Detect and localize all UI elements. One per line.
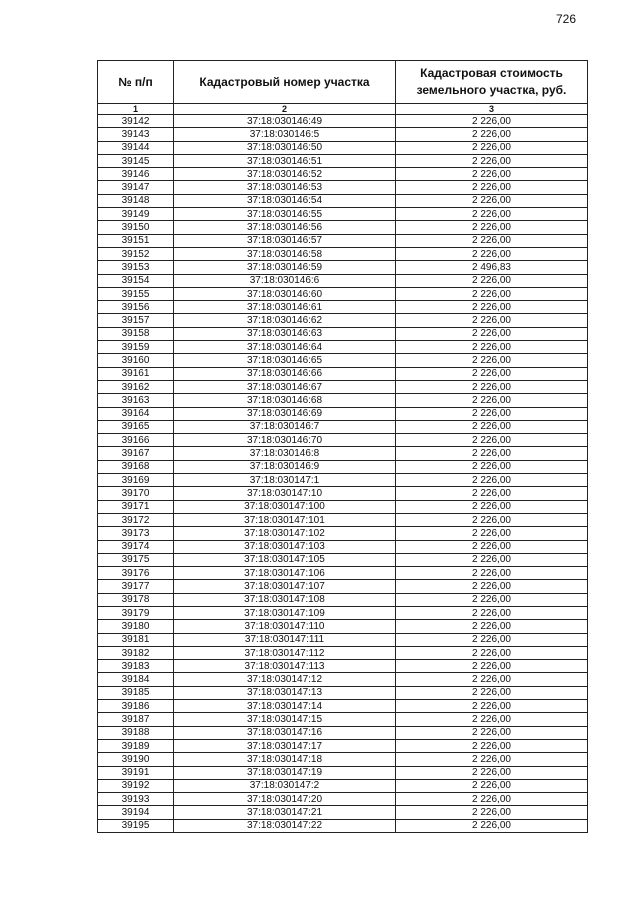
table-header: [98, 61, 588, 115]
table-row: [98, 128, 588, 141]
cadastral-number-cell: 37:18:030146:63: [174, 327, 396, 340]
table-row: [98, 540, 588, 553]
table-row: [98, 407, 588, 420]
table-row: [98, 168, 588, 181]
cadastral-value-cell: 2 226,00: [396, 341, 588, 354]
cadastral-number-cell: 37:18:030146:60: [174, 287, 396, 300]
cadastral-value-cell: 2 226,00: [396, 208, 588, 221]
cadastral-number-cell: 37:18:030146:8: [174, 447, 396, 460]
header-index: № п/п: [98, 61, 174, 104]
cadastral-value-cell: 2 226,00: [396, 633, 588, 646]
row-index-cell: 39154: [98, 274, 174, 287]
table-row: [98, 141, 588, 154]
table-row: [98, 739, 588, 752]
row-index-cell: 39185: [98, 686, 174, 699]
cadastral-value-cell: 2 226,00: [396, 713, 588, 726]
table-row: [98, 474, 588, 487]
cadastral-value-cell: 2 226,00: [396, 540, 588, 553]
cadastral-value-cell: 2 226,00: [396, 793, 588, 806]
cadastral-number-cell: 37:18:030147:112: [174, 646, 396, 659]
row-index-cell: 39173: [98, 527, 174, 540]
row-index-cell: 39183: [98, 660, 174, 673]
row-index-cell: 39149: [98, 208, 174, 221]
row-index-cell: 39147: [98, 181, 174, 194]
table-row: [98, 673, 588, 686]
cadastral-value-cell: 2 226,00: [396, 646, 588, 659]
cadastral-number-cell: 37:18:030147:103: [174, 540, 396, 553]
cadastral-value-cell: 2 226,00: [396, 487, 588, 500]
row-index-cell: 39168: [98, 460, 174, 473]
table-row: [98, 394, 588, 407]
table-body: [98, 115, 588, 833]
cadastral-value-cell: 2 226,00: [396, 327, 588, 340]
table-row: [98, 287, 588, 300]
cadastral-number-cell: 37:18:030147:14: [174, 700, 396, 713]
row-index-cell: 39161: [98, 367, 174, 380]
cadastral-value-cell: 2 226,00: [396, 460, 588, 473]
cadastral-number-cell: 37:18:030147:105: [174, 553, 396, 566]
table-row: [98, 181, 588, 194]
cadastral-value-cell: 2 226,00: [396, 593, 588, 606]
row-index-cell: 39192: [98, 779, 174, 792]
cadastral-value-cell: 2 226,00: [396, 753, 588, 766]
table-row: [98, 553, 588, 566]
row-index-cell: 39195: [98, 819, 174, 832]
cadastral-number-cell: 37:18:030147:101: [174, 513, 396, 526]
row-index-cell: 39162: [98, 380, 174, 393]
cadastral-value-cell: 2 226,00: [396, 500, 588, 513]
cadastral-number-cell: 37:18:030147:16: [174, 726, 396, 739]
row-index-cell: 39178: [98, 593, 174, 606]
table-row: [98, 567, 588, 580]
row-index-cell: 39184: [98, 673, 174, 686]
cadastral-number-cell: 37:18:030146:51: [174, 154, 396, 167]
header-cadastral-value: Кадастровая стоимость земельного участка, руб.: [396, 61, 588, 104]
header-cadastral-number: Кадастровый номер участка: [174, 61, 396, 104]
cadastral-value-cell: 2 226,00: [396, 673, 588, 686]
column-number: 3: [396, 104, 588, 115]
cadastral-number-cell: 37:18:030146:64: [174, 341, 396, 354]
column-number-row: [98, 104, 588, 115]
table-row: [98, 154, 588, 167]
row-index-cell: 39158: [98, 327, 174, 340]
row-index-cell: 39187: [98, 713, 174, 726]
cadastral-number-cell: 37:18:030147:108: [174, 593, 396, 606]
cadastral-number-cell: 37:18:030147:106: [174, 567, 396, 580]
row-index-cell: 39174: [98, 540, 174, 553]
cadastral-number-cell: 37:18:030146:50: [174, 141, 396, 154]
table-row: [98, 500, 588, 513]
table-row: [98, 726, 588, 739]
cadastral-number-cell: 37:18:030146:7: [174, 420, 396, 433]
table-row: [98, 819, 588, 832]
cadastral-number-cell: 37:18:030147:18: [174, 753, 396, 766]
row-index-cell: 39191: [98, 766, 174, 779]
cadastral-value-cell: 2 226,00: [396, 606, 588, 619]
cadastral-value-cell: 2 226,00: [396, 779, 588, 792]
cadastral-number-cell: 37:18:030147:15: [174, 713, 396, 726]
cadastral-value-cell: 2 226,00: [396, 380, 588, 393]
cadastral-value-cell: 2 226,00: [396, 513, 588, 526]
row-index-cell: 39144: [98, 141, 174, 154]
header-row: [98, 61, 588, 104]
row-index-cell: 39164: [98, 407, 174, 420]
cadastral-value-cell: 2 226,00: [396, 301, 588, 314]
table-row: [98, 487, 588, 500]
cadastral-value-cell: 2 226,00: [396, 194, 588, 207]
row-index-cell: 39186: [98, 700, 174, 713]
table-row: [98, 221, 588, 234]
table-row: [98, 593, 588, 606]
row-index-cell: 39167: [98, 447, 174, 460]
row-index-cell: 39157: [98, 314, 174, 327]
row-index-cell: 39179: [98, 606, 174, 619]
row-index-cell: 39165: [98, 420, 174, 433]
cadastral-value-cell: 2 226,00: [396, 620, 588, 633]
table-row: [98, 194, 588, 207]
cadastral-value-cell: 2 226,00: [396, 274, 588, 287]
row-index-cell: 39171: [98, 500, 174, 513]
cadastral-number-cell: 37:18:030147:109: [174, 606, 396, 619]
table-row: [98, 766, 588, 779]
cadastral-value-cell: 2 226,00: [396, 407, 588, 420]
cadastral-number-cell: 37:18:030146:66: [174, 367, 396, 380]
row-index-cell: 39159: [98, 341, 174, 354]
cadastral-value-cell: 2 496,83: [396, 261, 588, 274]
cadastral-number-cell: 37:18:030146:59: [174, 261, 396, 274]
row-index-cell: 39194: [98, 806, 174, 819]
cadastral-value-cell: 2 226,00: [396, 474, 588, 487]
table-row: [98, 314, 588, 327]
row-index-cell: 39145: [98, 154, 174, 167]
cadastral-value-cell: 2 226,00: [396, 128, 588, 141]
table-row: [98, 753, 588, 766]
table-row: [98, 806, 588, 819]
table-row: [98, 420, 588, 433]
row-index-cell: 39142: [98, 115, 174, 128]
cadastral-value-cell: 2 226,00: [396, 354, 588, 367]
cadastral-value-cell: 2 226,00: [396, 700, 588, 713]
row-index-cell: 39152: [98, 247, 174, 260]
column-number: 2: [174, 104, 396, 115]
table-row: [98, 713, 588, 726]
table-row: [98, 208, 588, 221]
cadastral-value-cell: 2 226,00: [396, 420, 588, 433]
row-index-cell: 39166: [98, 434, 174, 447]
table-row: [98, 247, 588, 260]
cadastral-value-cell: 2 226,00: [396, 394, 588, 407]
cadastral-value-cell: 2 226,00: [396, 367, 588, 380]
cadastral-number-cell: 37:18:030147:22: [174, 819, 396, 832]
cadastral-number-cell: 37:18:030147:102: [174, 527, 396, 540]
table-row: [98, 341, 588, 354]
cadastral-number-cell: 37:18:030147:2: [174, 779, 396, 792]
cadastral-number-cell: 37:18:030147:10: [174, 487, 396, 500]
cadastral-number-cell: 37:18:030146:55: [174, 208, 396, 221]
row-index-cell: 39190: [98, 753, 174, 766]
cadastral-number-cell: 37:18:030147:12: [174, 673, 396, 686]
cadastral-value-cell: 2 226,00: [396, 221, 588, 234]
table-row: [98, 301, 588, 314]
cadastral-number-cell: 37:18:030146:6: [174, 274, 396, 287]
row-index-cell: 39169: [98, 474, 174, 487]
cadastral-value-cell: 2 226,00: [396, 447, 588, 460]
cadastral-value-cell: 2 226,00: [396, 567, 588, 580]
table-row: [98, 700, 588, 713]
table-row: [98, 633, 588, 646]
cadastral-number-cell: 37:18:030146:56: [174, 221, 396, 234]
cadastral-value-cell: 2 226,00: [396, 434, 588, 447]
cadastral-value-cell: 2 226,00: [396, 181, 588, 194]
cadastral-value-cell: 2 226,00: [396, 234, 588, 247]
cadastral-number-cell: 37:18:030146:49: [174, 115, 396, 128]
row-index-cell: 39181: [98, 633, 174, 646]
table-row: [98, 646, 588, 659]
row-index-cell: 39176: [98, 567, 174, 580]
row-index-cell: 39189: [98, 739, 174, 752]
cadastral-number-cell: 37:18:030146:67: [174, 380, 396, 393]
table-row: [98, 367, 588, 380]
cadastral-number-cell: 37:18:030146:9: [174, 460, 396, 473]
table-row: [98, 620, 588, 633]
row-index-cell: 39180: [98, 620, 174, 633]
cadastral-value-cell: 2 226,00: [396, 154, 588, 167]
row-index-cell: 39163: [98, 394, 174, 407]
cadastral-value-cell: 2 226,00: [396, 726, 588, 739]
cadastral-value-cell: 2 226,00: [396, 739, 588, 752]
table-row: [98, 115, 588, 128]
row-index-cell: 39160: [98, 354, 174, 367]
cadastral-value-cell: 2 226,00: [396, 686, 588, 699]
table-row: [98, 606, 588, 619]
cadastral-value-cell: 2 226,00: [396, 141, 588, 154]
row-index-cell: 39155: [98, 287, 174, 300]
cadastral-number-cell: 37:18:030146:57: [174, 234, 396, 247]
cadastral-value-cell: 2 226,00: [396, 580, 588, 593]
row-index-cell: 39170: [98, 487, 174, 500]
cadastral-number-cell: 37:18:030147:107: [174, 580, 396, 593]
table-row: [98, 460, 588, 473]
cadastral-number-cell: 37:18:030147:21: [174, 806, 396, 819]
page-number: 726: [556, 12, 577, 26]
table-row: [98, 447, 588, 460]
cadastral-number-cell: 37:18:030147:1: [174, 474, 396, 487]
cadastral-value-cell: 2 226,00: [396, 819, 588, 832]
cadastral-value-cell: 2 226,00: [396, 247, 588, 260]
row-index-cell: 39150: [98, 221, 174, 234]
cadastral-value-cell: 2 226,00: [396, 287, 588, 300]
cadastral-value-table: [97, 60, 588, 833]
table-row: [98, 234, 588, 247]
row-index-cell: 39193: [98, 793, 174, 806]
row-index-cell: 39143: [98, 128, 174, 141]
table-row: [98, 380, 588, 393]
cadastral-number-cell: 37:18:030146:68: [174, 394, 396, 407]
table-row: [98, 686, 588, 699]
cadastral-number-cell: 37:18:030147:100: [174, 500, 396, 513]
cadastral-number-cell: 37:18:030146:54: [174, 194, 396, 207]
cadastral-number-cell: 37:18:030146:58: [174, 247, 396, 260]
cadastral-number-cell: 37:18:030147:20: [174, 793, 396, 806]
row-index-cell: 39148: [98, 194, 174, 207]
cadastral-number-cell: 37:18:030146:52: [174, 168, 396, 181]
table-row: [98, 513, 588, 526]
row-index-cell: 39153: [98, 261, 174, 274]
table-row: [98, 434, 588, 447]
cadastral-value-cell: 2 226,00: [396, 660, 588, 673]
cadastral-number-cell: 37:18:030146:69: [174, 407, 396, 420]
cadastral-number-cell: 37:18:030146:61: [174, 301, 396, 314]
table-row: [98, 779, 588, 792]
cadastral-value-cell: 2 226,00: [396, 314, 588, 327]
cadastral-value-cell: 2 226,00: [396, 766, 588, 779]
table-row: [98, 580, 588, 593]
row-index-cell: 39146: [98, 168, 174, 181]
row-index-cell: 39177: [98, 580, 174, 593]
table-row: [98, 527, 588, 540]
row-index-cell: 39172: [98, 513, 174, 526]
cadastral-value-cell: 2 226,00: [396, 115, 588, 128]
cadastral-value-cell: 2 226,00: [396, 527, 588, 540]
cadastral-value-cell: 2 226,00: [396, 168, 588, 181]
cadastral-value-cell: 2 226,00: [396, 553, 588, 566]
cadastral-value-cell: 2 226,00: [396, 806, 588, 819]
cadastral-number-cell: 37:18:030146:70: [174, 434, 396, 447]
row-index-cell: 39156: [98, 301, 174, 314]
cadastral-number-cell: 37:18:030147:113: [174, 660, 396, 673]
cadastral-number-cell: 37:18:030147:19: [174, 766, 396, 779]
table-row: [98, 354, 588, 367]
column-number: 1: [98, 104, 174, 115]
row-index-cell: 39188: [98, 726, 174, 739]
table-row: [98, 261, 588, 274]
cadastral-number-cell: 37:18:030147:17: [174, 739, 396, 752]
table-row: [98, 327, 588, 340]
cadastral-number-cell: 37:18:030147:110: [174, 620, 396, 633]
table-row: [98, 274, 588, 287]
row-index-cell: 39182: [98, 646, 174, 659]
cadastral-number-cell: 37:18:030147:13: [174, 686, 396, 699]
table-row: [98, 660, 588, 673]
row-index-cell: 39151: [98, 234, 174, 247]
cadastral-number-cell: 37:18:030147:111: [174, 633, 396, 646]
cadastral-number-cell: 37:18:030146:5: [174, 128, 396, 141]
table-row: [98, 793, 588, 806]
cadastral-number-cell: 37:18:030146:53: [174, 181, 396, 194]
row-index-cell: 39175: [98, 553, 174, 566]
cadastral-number-cell: 37:18:030146:62: [174, 314, 396, 327]
cadastral-number-cell: 37:18:030146:65: [174, 354, 396, 367]
